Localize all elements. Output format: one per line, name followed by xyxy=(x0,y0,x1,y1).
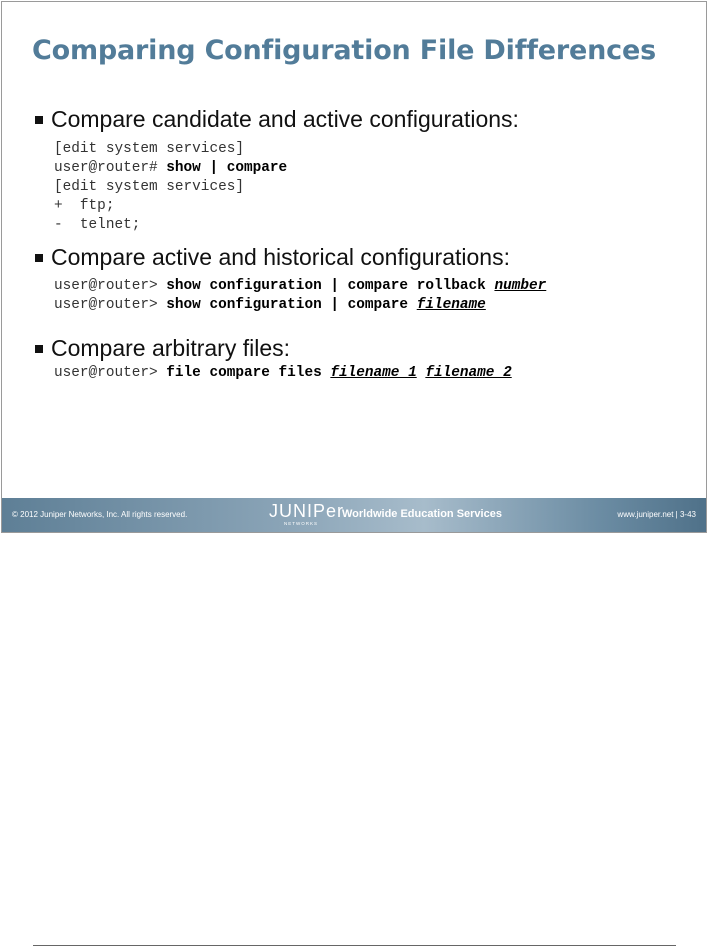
code-variable: filename_1 xyxy=(330,365,417,381)
footer-tagline: Worldwide Education Services xyxy=(342,508,502,520)
code-diff-added: + ftp; xyxy=(54,198,115,214)
code-line xyxy=(54,296,546,315)
slide-footer xyxy=(2,498,706,532)
code-diff-removed: - telnet; xyxy=(54,217,141,233)
code-block-active-historical xyxy=(54,277,546,315)
code-line xyxy=(54,140,287,159)
code-line xyxy=(54,364,512,383)
code-line xyxy=(54,277,546,296)
code-variable: number xyxy=(494,278,547,294)
code-command: show | compare xyxy=(166,160,288,176)
code-command: show configuration | compare rollback xyxy=(166,278,495,294)
bullet-compare-arbitrary-files xyxy=(35,335,290,362)
code-block-candidate-active xyxy=(54,140,287,235)
slide-title: Comparing Configuration File Differences xyxy=(32,35,656,66)
code-prompt: user@router> xyxy=(54,278,167,294)
bullet-square-icon xyxy=(35,345,43,353)
bullet-square-icon xyxy=(35,116,43,124)
code-line xyxy=(54,197,287,216)
bullet-compare-active-historical xyxy=(35,244,510,271)
code-prompt: user@router> xyxy=(54,365,167,381)
code-line xyxy=(54,178,287,197)
code-prompt: [edit system services] xyxy=(54,141,244,157)
code-command: show configuration | compare xyxy=(166,297,417,313)
bullet-square-icon xyxy=(35,254,43,262)
page-bottom-rule xyxy=(33,945,676,946)
copyright-text: © 2012 Juniper Networks, Inc. All rights reserved. xyxy=(12,510,188,519)
code-prompt: [edit system services] xyxy=(54,179,244,195)
code-line xyxy=(54,159,287,178)
bullet-text: Compare active and historical configurations: xyxy=(51,244,510,270)
slide xyxy=(1,1,707,533)
logo-wordmark: JUNIPer xyxy=(269,501,345,521)
code-variable: filename_2 xyxy=(425,365,512,381)
bullet-text: Compare arbitrary files: xyxy=(51,335,291,361)
code-command: file compare files xyxy=(166,365,331,381)
footer-url-page: www.juniper.net | 3-43 xyxy=(617,510,696,519)
logo-subtext: NETWORKS xyxy=(283,521,318,526)
code-prompt: user@router> xyxy=(54,297,167,313)
code-prompt: user@router# xyxy=(54,160,167,176)
code-variable: filename xyxy=(416,297,486,313)
code-block-arbitrary-files xyxy=(54,364,512,383)
bullet-text: Compare candidate and active configurations: xyxy=(51,106,519,132)
bullet-compare-candidate-active xyxy=(35,106,519,133)
code-line xyxy=(54,216,287,235)
juniper-logo xyxy=(269,501,345,528)
